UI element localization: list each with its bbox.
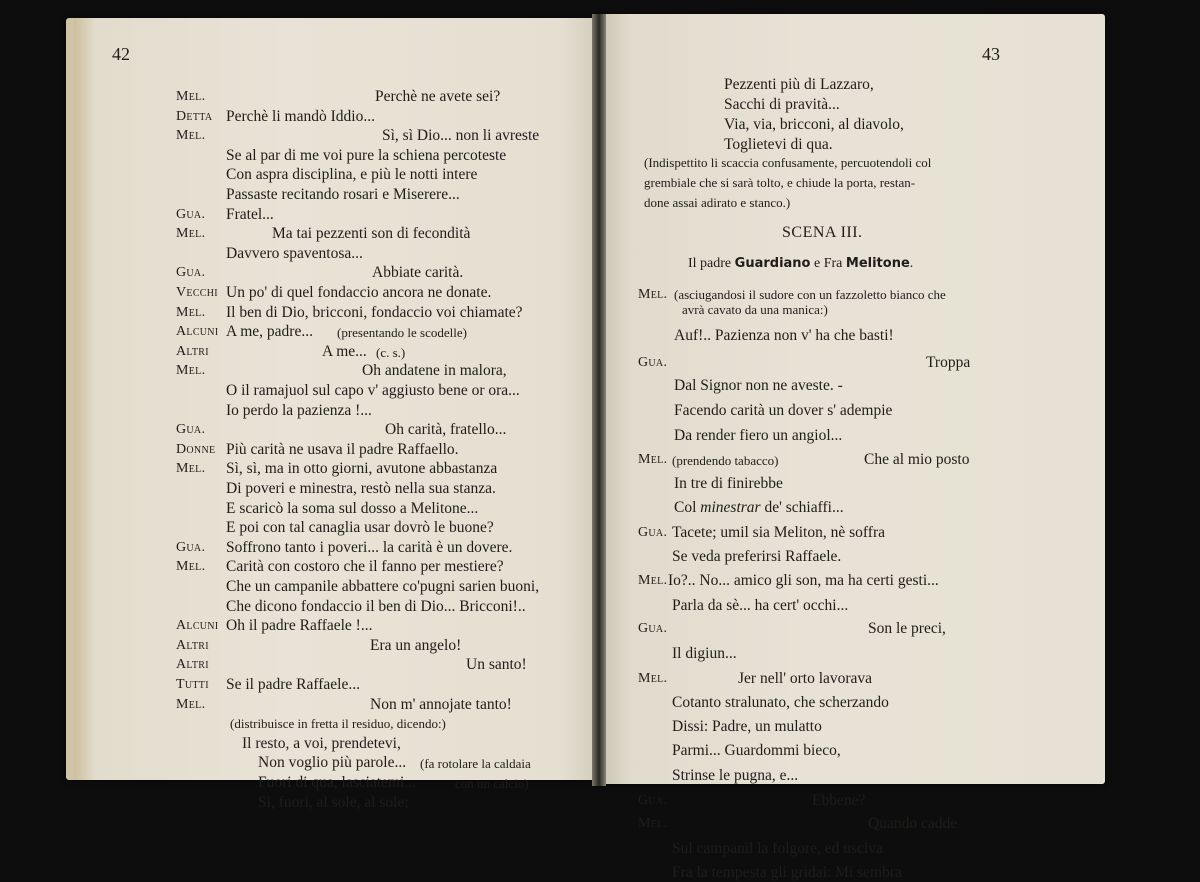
verse-line: A me, padre...: [226, 323, 313, 341]
verse-line: Sì, fuori, al sole, al sole;: [258, 793, 409, 811]
scene-subtitle-pre: Il padre: [688, 256, 735, 271]
verse-line: Dissi: Padre, un mulatto: [672, 717, 822, 735]
stage-note: con un calcio): [455, 776, 529, 791]
stage-direction-line: grembiale che si sarà tolto, e chiude la porta, restan-: [644, 175, 916, 190]
speaker-label: Mel.: [176, 89, 206, 104]
speaker-label: Mel.: [176, 696, 206, 712]
verse-line: Quando cadde: [868, 815, 958, 833]
verse-line: Un po' di quel fondaccio ancora ne donate.: [226, 284, 492, 301]
verse-line: Cotanto stralunato, che scherzando: [672, 694, 889, 712]
verse-line: Il digiun...: [672, 645, 737, 662]
speaker-label: Mel.: [176, 461, 206, 477]
verse-line: E poi con tal canaglia usar dovrò le buone?: [226, 519, 494, 537]
speaker-label: Alcuni: [176, 618, 219, 634]
verse-line: Ma tai pezzenti son di fecondità: [272, 225, 471, 243]
speaker-label: Gua.: [176, 265, 206, 281]
verse-line: Pezzenti più di Lazzaro,: [724, 76, 874, 93]
page-number-right: 43: [982, 44, 1000, 64]
verse-line: Fra la tempesta gli gridai: Mi sembra: [672, 864, 902, 882]
verse-line: Carità con costoro che il fanno per mestiere?: [226, 558, 504, 576]
book-gutter: [592, 14, 606, 786]
verse-line: Con aspra disciplina, e più le notti intere: [226, 166, 478, 184]
verse-fragment: Col: [674, 499, 701, 517]
speaker-label: Altri: [176, 637, 209, 653]
speaker-label: Mel.: [638, 816, 668, 832]
verse-line: Fratel...: [226, 205, 274, 223]
speaker-label: Mel.: [638, 670, 668, 686]
verse-line: Il ben di Dio, bricconi, fondaccio voi chiamate?: [226, 303, 523, 321]
verse-line: Era un angelo!: [370, 636, 462, 654]
verse-line: Sacchi di pravità...: [724, 96, 840, 113]
stage-note: (prendendo tabacco): [672, 453, 779, 469]
verse-line: Che al mio posto: [864, 451, 970, 469]
speaker-label: Gua.: [638, 792, 668, 808]
speaker-label: Gua.: [638, 621, 668, 637]
verse-line: Soffrono tanto i poveri... la carità è un dovere.: [226, 538, 513, 556]
speaker-label: Mel.: [638, 287, 668, 302]
stage-direction-line: (distribuisce in fretta il residuo, dicendo:): [230, 716, 446, 732]
verse-line: Più carità ne usava il padre Raffaello.: [226, 440, 459, 458]
scene-subtitle: [688, 256, 913, 272]
verse-line: Che un campanile abbattere co'pugni sarien buoni,: [226, 578, 540, 595]
speaker-label: Gua.: [638, 525, 668, 540]
stage-note: (presentando le scodelle): [337, 325, 467, 341]
speaker-label: Mel.: [176, 128, 206, 144]
verse-line: Auf!.. Pazienza non v' ha che basti!: [674, 327, 894, 345]
verse-line: Abbiate carità.: [372, 264, 464, 282]
stage-note: (fa rotolare la caldaia: [420, 756, 531, 772]
page-number-left: 42: [112, 44, 130, 64]
speaker-label: Gua.: [176, 539, 206, 555]
verse-fragment-italic: minestrar: [700, 499, 761, 517]
verse-line: Perchè ne avete sei?: [375, 88, 501, 105]
verse-line: Jer nell' orto lavorava: [738, 669, 873, 687]
scene-subtitle-guardiano: Guardiano: [734, 256, 811, 271]
verse-line: In tre di finirebbe: [674, 474, 783, 492]
speaker-label: Mel.: [176, 226, 206, 242]
verse-line: Il resto, a voi, prendetevi,: [242, 734, 401, 752]
verse-line: Se veda preferirsi Raffaele.: [672, 547, 842, 565]
speaker-label: Altri: [176, 657, 209, 673]
verse-line: Oh carità, fratello...: [385, 421, 507, 439]
verse-line: Dal Signor non ne aveste. -: [674, 377, 843, 395]
verse-line: Non voglio più parole...: [258, 754, 407, 772]
verse-line: Io?.. No... amico gli son, ma ha certi gesti...: [668, 572, 939, 590]
verse-line: O il ramajuol sul capo v' aggiusto bene or ora...: [226, 382, 520, 399]
stage-direction-line: (asciugandosi il sudore con un fazzoletto bianco che: [674, 287, 946, 302]
speaker-label: Altri: [176, 343, 209, 359]
verse-line: Parmi... Guardommi bieco,: [672, 742, 841, 760]
verse-line: Oh andatene in malora,: [362, 362, 507, 380]
verse-line: Io perdo la pazienza !...: [226, 401, 372, 419]
verse-line: Passaste recitando rosari e Miserere...: [226, 186, 460, 203]
verse-line: Sul campanil la folgore, ed usciva: [672, 839, 883, 857]
verse-line: A me...: [322, 342, 367, 360]
stage-direction-line: done assai adirato e stanco.): [644, 195, 791, 210]
speaker-label: Detta: [176, 108, 213, 124]
verse-line: Ebbene?: [812, 791, 866, 809]
verse-line: Un santo!: [466, 656, 527, 674]
scene-subtitle-mid: e Fra: [810, 256, 846, 271]
verse-line: Tacete; umil sia Meliton, nè soffra: [672, 524, 885, 541]
stage-note: (c. s.): [376, 344, 406, 360]
verse-line: Che dicono fondaccio il ben di Dio... Bricconi!..: [226, 597, 526, 615]
verse-line: Perchè li mandò Iddio...: [226, 107, 375, 125]
verse-line: Parla da sè... ha cert' occhi...: [672, 596, 849, 614]
speaker-label: Mel.: [176, 304, 206, 320]
verse-line: Toglietevi di qua.: [724, 136, 833, 153]
verse-line: Facendo carità un dover s' adempie: [674, 402, 893, 419]
speaker-label: Mel.: [638, 452, 668, 468]
speaker-label: Vecchi: [176, 285, 218, 300]
speaker-label: Mel.: [638, 573, 668, 589]
verse-line: Strinse le pugna, e...: [672, 767, 799, 784]
verse-line: Troppa: [926, 353, 971, 371]
verse-line: E scaricò la soma sul dosso a Melitone...: [226, 499, 479, 517]
verse-line: Fuori di qua, lasciatemi...: [258, 774, 416, 791]
speaker-label: Mel.: [176, 363, 206, 379]
verse-line: [674, 499, 844, 517]
speaker-label: Gua.: [176, 206, 206, 222]
verse-fragment: de' schiaffi...: [760, 499, 844, 517]
stage-direction-line: (Indispettito li scaccia confusamente, percuotendoli col: [644, 155, 932, 170]
verse-line: Se al par di me voi pure la schiena percoteste: [226, 146, 507, 164]
speaker-label: Mel.: [176, 559, 206, 575]
verse-line: Sì, sì Dio... non li avreste: [382, 127, 540, 145]
speaker-label: Gua.: [638, 354, 668, 370]
verse-line: Sì, sì, ma in otto giorni, avutone abbastanza: [226, 460, 498, 478]
verse-line: Non m' annojate tanto!: [370, 695, 512, 713]
stage-direction-line: avrà cavato da una manica:): [682, 301, 828, 317]
verse-line: Davvero spaventosa...: [226, 244, 363, 262]
scene-title: SCENA III.: [782, 224, 863, 241]
scene-subtitle-post: .: [909, 256, 914, 271]
speaker-label: Gua.: [176, 422, 206, 438]
speaker-label: Alcuni: [176, 324, 219, 340]
verse-line: Via, via, bricconi, al diavolo,: [724, 116, 904, 133]
speaker-label: Donne: [176, 441, 216, 457]
verse-line: Son le preci,: [868, 620, 946, 638]
verse-line: Se il padre Raffaele...: [226, 676, 360, 693]
verse-line: Da render fiero un angiol...: [674, 426, 843, 444]
scene-subtitle-melitone: Melitone: [845, 256, 910, 271]
verse-line: Di poveri e minestra, restò nella sua stanza.: [226, 480, 496, 497]
speaker-label: Tutti: [176, 677, 209, 692]
verse-line: Oh il padre Raffaele !...: [226, 617, 373, 635]
